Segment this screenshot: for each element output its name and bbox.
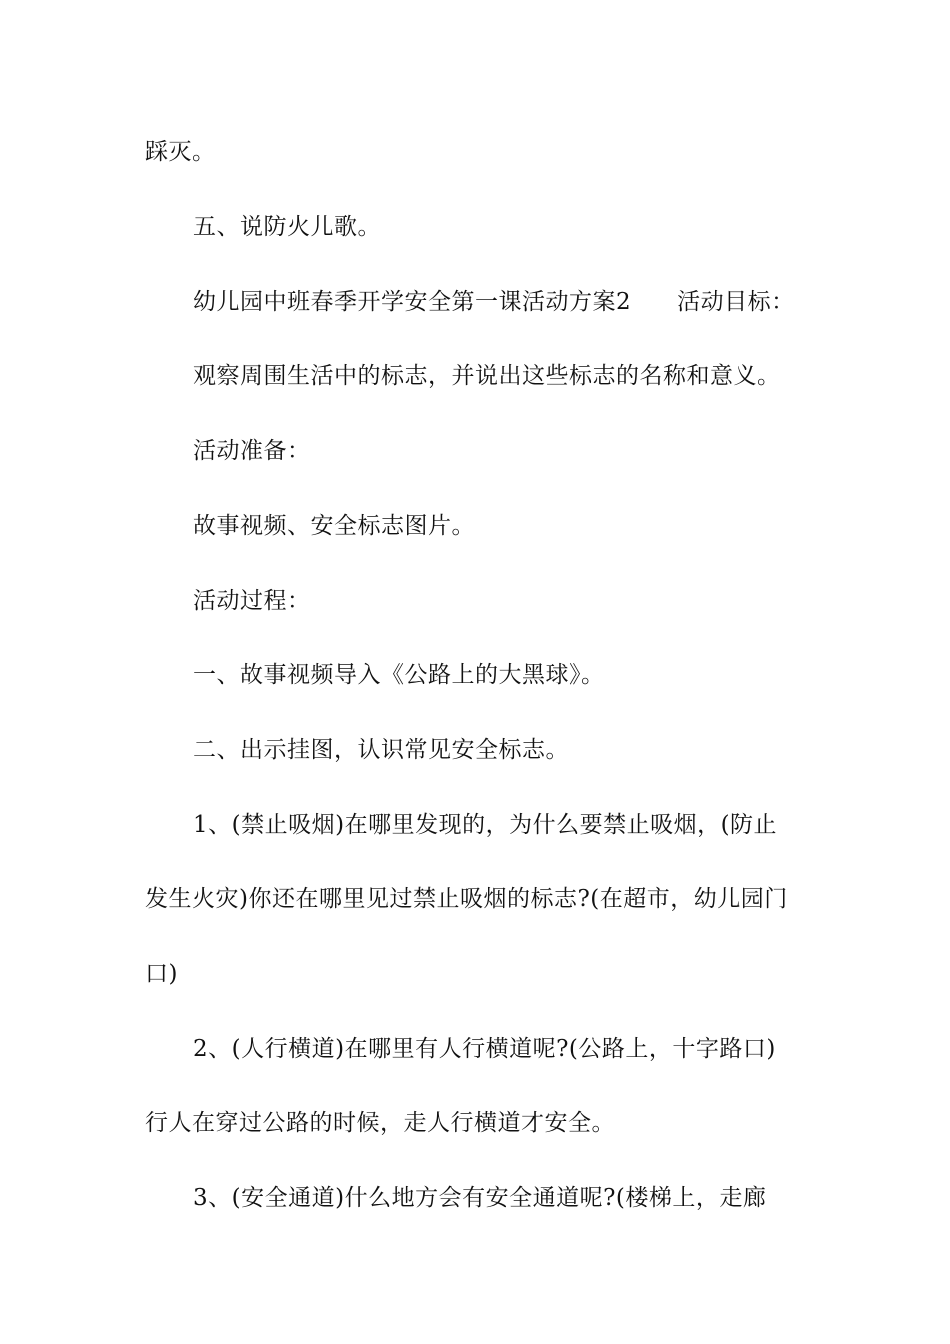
paragraph-line: 1、(禁止吸烟)在哪里发现的，为什么要禁止吸烟，(防止 — [193, 812, 778, 838]
section-heading: 五、说防火儿歌。 — [193, 214, 381, 240]
section-heading: 活动准备： — [193, 438, 311, 464]
paragraph-line: 故事视频、安全标志图片。 — [193, 513, 475, 539]
document-title-line — [193, 287, 795, 317]
paragraph-line: 3、(安全通道)什么地方会有安全通道呢?(楼梯上，走廊 — [193, 1185, 767, 1211]
paragraph-line: 二、出示挂图，认识常见安全标志。 — [193, 737, 569, 763]
paragraph-line: 口) — [145, 961, 178, 987]
paragraph-line: 发生火灾)你还在哪里见过禁止吸烟的标志?(在超市，幼儿园门 — [145, 886, 788, 912]
document-title: 幼儿园中班春季开学安全第一课活动方案2 — [193, 289, 632, 315]
paragraph-line: 踩灭。 — [145, 139, 216, 165]
paragraph-line: 一、故事视频导入《公路上的大黑球》。 — [193, 662, 605, 688]
section-heading: 活动目标： — [677, 289, 795, 315]
paragraph-line: 观察周围生活中的标志，并说出这些标志的名称和意义。 — [193, 363, 781, 389]
paragraph-line: 行人在穿过公路的时候，走人行横道才安全。 — [145, 1110, 615, 1136]
paragraph-line: 2、(人行横道)在哪里有人行横道呢?(公路上，十字路口) — [193, 1036, 776, 1062]
section-heading: 活动过程： — [193, 588, 311, 614]
